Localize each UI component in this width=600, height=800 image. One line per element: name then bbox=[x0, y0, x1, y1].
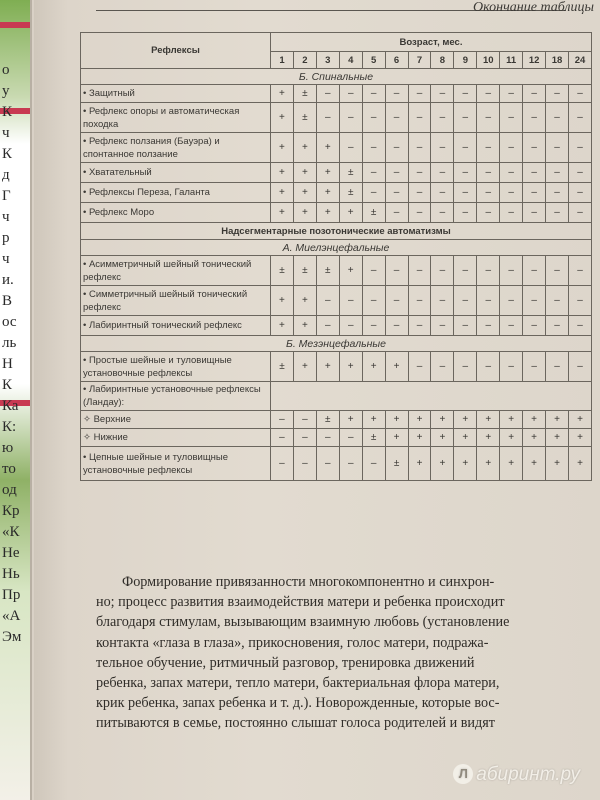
reflex-value: – bbox=[454, 256, 477, 286]
section-title: Б. Мезэнцефальные bbox=[81, 336, 592, 352]
reflex-value: – bbox=[546, 85, 569, 103]
reflex-value: – bbox=[500, 163, 523, 183]
reflex-value: – bbox=[454, 203, 477, 223]
reflex-name: • Рефлекс опоры и автоматическая походка bbox=[81, 103, 271, 133]
reflex-row bbox=[81, 203, 592, 223]
empty-values bbox=[271, 382, 592, 411]
reflex-value: – bbox=[339, 133, 362, 163]
reflex-value: – bbox=[454, 286, 477, 316]
reflex-value: – bbox=[271, 411, 294, 429]
spine-letter: од bbox=[2, 482, 17, 498]
reflex-value: + bbox=[568, 429, 591, 447]
reflex-value: – bbox=[477, 286, 500, 316]
reflex-value: – bbox=[568, 133, 591, 163]
reflex-value: – bbox=[408, 103, 431, 133]
spine-letter: Пр bbox=[2, 587, 21, 603]
reflex-value: – bbox=[546, 183, 569, 203]
section-title: Б. Спинальные bbox=[81, 69, 592, 85]
paragraph-line: ребенка, запах матери, тепло матери, бактериальная флора матери, bbox=[96, 675, 500, 692]
reflex-value: – bbox=[500, 133, 523, 163]
reflex-value: – bbox=[500, 103, 523, 133]
reflex-value: + bbox=[271, 203, 294, 223]
reflex-value: ± bbox=[339, 183, 362, 203]
reflex-value: – bbox=[546, 352, 569, 382]
spine-letter: К bbox=[2, 146, 13, 162]
reflex-name: • Лабиринтные установочные рефлексы (Ландау): bbox=[81, 382, 271, 411]
paragraph-line: Формирование привязанности многокомпонентно и синхрон- bbox=[122, 574, 495, 590]
spine-letter: Эм bbox=[2, 629, 22, 645]
reflex-value: ± bbox=[271, 352, 294, 382]
reflex-value: + bbox=[385, 411, 408, 429]
reflex-value: – bbox=[477, 163, 500, 183]
watermark bbox=[453, 764, 580, 786]
reflex-value: – bbox=[362, 316, 385, 336]
reflex-value: + bbox=[385, 429, 408, 447]
reflex-value: + bbox=[362, 352, 385, 382]
reflex-value: ± bbox=[316, 256, 339, 286]
spine-letter: Г bbox=[2, 188, 11, 204]
age-header-cell: 5 bbox=[362, 52, 385, 69]
reflex-value: – bbox=[431, 352, 454, 382]
spine-letter: ль bbox=[2, 335, 17, 351]
reflex-value: – bbox=[500, 203, 523, 223]
reflex-value: + bbox=[431, 429, 454, 447]
reflex-value: – bbox=[385, 316, 408, 336]
reflex-value: – bbox=[523, 163, 546, 183]
reflex-name: • Цепные шейные и туловищные установочные рефлексы bbox=[81, 447, 271, 481]
col-header-age: Возраст, мес. bbox=[271, 33, 592, 52]
spine-letter: д bbox=[2, 167, 10, 183]
reflex-value: + bbox=[523, 429, 546, 447]
reflex-value: – bbox=[546, 203, 569, 223]
spine-letter: Ка bbox=[2, 398, 19, 414]
reflex-value: + bbox=[316, 203, 339, 223]
reflex-value: – bbox=[568, 352, 591, 382]
spine-stripe bbox=[0, 22, 30, 28]
reflex-value: – bbox=[431, 286, 454, 316]
reflex-value: – bbox=[500, 352, 523, 382]
reflex-value: – bbox=[362, 256, 385, 286]
section-title: А. Миелэнцефальные bbox=[81, 240, 592, 256]
reflex-name: ✧ Верхние bbox=[81, 411, 271, 429]
reflex-value: – bbox=[385, 286, 408, 316]
reflex-value: + bbox=[339, 352, 362, 382]
reflex-value: + bbox=[339, 256, 362, 286]
reflex-value: – bbox=[454, 133, 477, 163]
reflex-value: – bbox=[477, 103, 500, 133]
reflex-row bbox=[81, 429, 592, 447]
reflex-value: + bbox=[271, 103, 294, 133]
reflex-name: • Симметричный шейный тонический рефлекс bbox=[81, 286, 271, 316]
reflex-row bbox=[81, 382, 592, 411]
reflex-value: – bbox=[477, 316, 500, 336]
reflex-value: – bbox=[293, 429, 316, 447]
reflex-value: – bbox=[523, 316, 546, 336]
reflex-value: + bbox=[500, 447, 523, 481]
reflex-row bbox=[81, 103, 592, 133]
reflex-value: – bbox=[362, 163, 385, 183]
reflex-table bbox=[80, 32, 592, 481]
reflex-value: – bbox=[500, 316, 523, 336]
reflex-row bbox=[81, 183, 592, 203]
reflex-value: – bbox=[316, 429, 339, 447]
reflex-value: + bbox=[477, 429, 500, 447]
reflex-value: – bbox=[362, 447, 385, 481]
reflex-value: + bbox=[568, 447, 591, 481]
reflex-value: ± bbox=[271, 256, 294, 286]
reflex-value: – bbox=[568, 316, 591, 336]
reflex-value: ± bbox=[293, 256, 316, 286]
reflex-value: – bbox=[500, 286, 523, 316]
reflex-value: – bbox=[431, 133, 454, 163]
spine-letter: «К bbox=[2, 524, 20, 540]
paragraph-line: но; процесс развития взаимодействия матери и ребенка происходит bbox=[96, 594, 505, 611]
reflex-value: – bbox=[385, 183, 408, 203]
spine-letter: ч bbox=[2, 125, 10, 141]
reflex-value: – bbox=[339, 286, 362, 316]
reflex-value: + bbox=[523, 411, 546, 429]
reflex-name: • Хватательный bbox=[81, 163, 271, 183]
spine-letter: Кр bbox=[2, 503, 20, 519]
body-paragraph bbox=[96, 572, 574, 734]
reflex-value: – bbox=[568, 286, 591, 316]
reflex-value: – bbox=[362, 85, 385, 103]
reflex-value: – bbox=[385, 256, 408, 286]
reflex-value: – bbox=[568, 183, 591, 203]
reflex-value: + bbox=[339, 411, 362, 429]
reflex-value: – bbox=[546, 316, 569, 336]
reflex-value: ± bbox=[362, 203, 385, 223]
reflex-value: – bbox=[431, 203, 454, 223]
reflex-value: + bbox=[293, 183, 316, 203]
reflex-value: + bbox=[293, 352, 316, 382]
reflex-name: • Простые шейные и туловищные установочные рефлексы bbox=[81, 352, 271, 382]
reflex-value: – bbox=[362, 103, 385, 133]
reflex-value: + bbox=[293, 163, 316, 183]
reflex-value: + bbox=[271, 316, 294, 336]
reflex-value: + bbox=[454, 411, 477, 429]
reflex-value: – bbox=[316, 85, 339, 103]
reflex-value: – bbox=[477, 352, 500, 382]
reflex-value: + bbox=[293, 286, 316, 316]
reflex-value: – bbox=[293, 411, 316, 429]
reflex-value: + bbox=[408, 429, 431, 447]
reflex-name: • Лабиринтный тонический рефлекс bbox=[81, 316, 271, 336]
reflex-value: + bbox=[316, 352, 339, 382]
reflex-value: – bbox=[408, 85, 431, 103]
paragraph-line: питываются в семье, постоянно слышат голоса родителей и видят bbox=[96, 715, 495, 732]
reflex-value: – bbox=[523, 352, 546, 382]
reflex-value: + bbox=[339, 203, 362, 223]
reflex-value: – bbox=[431, 183, 454, 203]
reflex-value: – bbox=[316, 286, 339, 316]
reflex-value: + bbox=[385, 352, 408, 382]
reflex-row bbox=[81, 256, 592, 286]
spine-letter: ю bbox=[2, 440, 14, 456]
reflex-value: – bbox=[362, 133, 385, 163]
reflex-value: + bbox=[523, 447, 546, 481]
spine-letter: ос bbox=[2, 314, 17, 330]
age-header-cell: 1 bbox=[271, 52, 294, 69]
reflex-value: – bbox=[523, 286, 546, 316]
reflex-value: – bbox=[523, 183, 546, 203]
reflex-value: – bbox=[339, 103, 362, 133]
reflex-value: + bbox=[546, 411, 569, 429]
reflex-value: – bbox=[454, 85, 477, 103]
reflex-value: + bbox=[408, 411, 431, 429]
age-header-cell: 4 bbox=[339, 52, 362, 69]
spine-letter: Не bbox=[2, 545, 20, 561]
reflex-row bbox=[81, 411, 592, 429]
age-header-cell: 2 bbox=[293, 52, 316, 69]
reflex-value: + bbox=[454, 429, 477, 447]
reflex-value: – bbox=[523, 203, 546, 223]
running-head: Окончание таблицы bbox=[473, 0, 594, 15]
reflex-value: – bbox=[385, 203, 408, 223]
reflex-row bbox=[81, 352, 592, 382]
reflex-value: + bbox=[546, 447, 569, 481]
spine-letter: «А bbox=[2, 608, 21, 624]
spine-letter: то bbox=[2, 461, 16, 477]
age-header-cell: 9 bbox=[454, 52, 477, 69]
reflex-value: – bbox=[362, 183, 385, 203]
spine-letter: К bbox=[2, 377, 13, 393]
book-spine bbox=[0, 0, 32, 800]
age-header-cell: 7 bbox=[408, 52, 431, 69]
reflex-value: – bbox=[568, 256, 591, 286]
reflex-value: – bbox=[271, 429, 294, 447]
reflex-name: ✧ Нижние bbox=[81, 429, 271, 447]
reflex-value: – bbox=[339, 316, 362, 336]
reflex-value: – bbox=[271, 447, 294, 481]
reflex-value: – bbox=[523, 103, 546, 133]
spine-letter: Нь bbox=[2, 566, 20, 582]
reflex-value: + bbox=[477, 411, 500, 429]
reflex-value: – bbox=[523, 85, 546, 103]
paragraph-line: крик ребенка, запах ребенка и т. д.). Новорожденные, которые вос- bbox=[96, 695, 500, 712]
spine-letter: у bbox=[2, 83, 10, 99]
reflex-value: + bbox=[362, 411, 385, 429]
reflex-value: + bbox=[271, 133, 294, 163]
reflex-value: + bbox=[500, 429, 523, 447]
reflex-row bbox=[81, 133, 592, 163]
age-header-cell: 11 bbox=[500, 52, 523, 69]
reflex-value: ± bbox=[339, 163, 362, 183]
reflex-value: – bbox=[477, 85, 500, 103]
reflex-value: + bbox=[271, 286, 294, 316]
reflex-value: – bbox=[431, 103, 454, 133]
reflex-value: – bbox=[477, 183, 500, 203]
reflex-value: + bbox=[431, 411, 454, 429]
reflex-value: + bbox=[568, 411, 591, 429]
spine-text bbox=[2, 60, 26, 680]
reflex-value: – bbox=[568, 203, 591, 223]
reflex-value: – bbox=[546, 256, 569, 286]
reflex-value: – bbox=[408, 183, 431, 203]
reflex-name: • Рефлекс ползания (Бауэра) и спонтанное ползание bbox=[81, 133, 271, 163]
age-header-cell: 24 bbox=[568, 52, 591, 69]
age-header-cell: 12 bbox=[523, 52, 546, 69]
reflex-value: + bbox=[500, 411, 523, 429]
spine-letter: ч bbox=[2, 209, 10, 225]
spine-letter: Н bbox=[2, 356, 13, 372]
reflex-row bbox=[81, 316, 592, 336]
reflex-value: – bbox=[385, 103, 408, 133]
reflex-value: – bbox=[500, 256, 523, 286]
spine-letter: ч bbox=[2, 251, 10, 267]
reflex-value: + bbox=[271, 183, 294, 203]
age-header-cell: 3 bbox=[316, 52, 339, 69]
reflex-name: • Защитный bbox=[81, 85, 271, 103]
spine-letter: В bbox=[2, 293, 13, 309]
reflex-value: – bbox=[316, 103, 339, 133]
reflex-value: ± bbox=[362, 429, 385, 447]
reflex-value: – bbox=[568, 163, 591, 183]
reflex-value: – bbox=[408, 133, 431, 163]
spine-letter: р bbox=[2, 230, 10, 246]
reflex-value: – bbox=[316, 447, 339, 481]
reflex-row bbox=[81, 85, 592, 103]
reflex-value: + bbox=[316, 163, 339, 183]
paragraph-line: благодаря стимулам, вызывающим взаимную любовь (установление bbox=[96, 614, 510, 631]
reflex-value: + bbox=[271, 163, 294, 183]
reflex-value: – bbox=[546, 286, 569, 316]
reflex-value: – bbox=[568, 85, 591, 103]
reflex-value: – bbox=[546, 163, 569, 183]
paragraph-line: контакта «глаза в глаза», прикосновения, голос матери, подража- bbox=[96, 634, 489, 651]
reflex-value: – bbox=[477, 133, 500, 163]
reflex-value: + bbox=[477, 447, 500, 481]
reflex-value: + bbox=[431, 447, 454, 481]
reflex-value: – bbox=[385, 133, 408, 163]
reflex-value: – bbox=[339, 85, 362, 103]
reflex-value: + bbox=[271, 85, 294, 103]
reflex-name: • Рефлексы Переза, Галанта bbox=[81, 183, 271, 203]
paragraph-line: тельное обучение, ритмичный разговор, тренировка движений bbox=[96, 654, 475, 671]
reflex-value: – bbox=[500, 85, 523, 103]
reflex-name: • Рефлекс Моро bbox=[81, 203, 271, 223]
watermark-logo: Л bbox=[453, 764, 473, 784]
reflex-value: – bbox=[477, 256, 500, 286]
spine-letter: К: bbox=[2, 419, 17, 435]
reflex-value: – bbox=[431, 316, 454, 336]
section-supertitle: Надсегментарные позотонические автоматизмы bbox=[81, 223, 592, 240]
reflex-value: – bbox=[293, 447, 316, 481]
reflex-value: – bbox=[454, 103, 477, 133]
reflex-value: + bbox=[408, 447, 431, 481]
reflex-value: + bbox=[316, 183, 339, 203]
reflex-value: – bbox=[385, 163, 408, 183]
reflex-value: – bbox=[454, 183, 477, 203]
reflex-value: – bbox=[431, 85, 454, 103]
reflex-row bbox=[81, 286, 592, 316]
reflex-value: + bbox=[293, 203, 316, 223]
reflex-value: ± bbox=[385, 447, 408, 481]
reflex-value: – bbox=[431, 256, 454, 286]
reflex-value: – bbox=[454, 163, 477, 183]
reflex-value: – bbox=[454, 316, 477, 336]
reflex-value: – bbox=[568, 103, 591, 133]
reflex-value: – bbox=[316, 316, 339, 336]
reflex-value: – bbox=[339, 429, 362, 447]
reflex-value: – bbox=[385, 85, 408, 103]
reflex-row bbox=[81, 447, 592, 481]
age-header-cell: 18 bbox=[546, 52, 569, 69]
reflex-value: – bbox=[546, 133, 569, 163]
reflex-value: – bbox=[454, 352, 477, 382]
reflex-value: – bbox=[523, 133, 546, 163]
spine-letter: и. bbox=[2, 272, 14, 288]
age-header-cell: 6 bbox=[385, 52, 408, 69]
reflex-value: – bbox=[408, 286, 431, 316]
reflex-value: + bbox=[546, 429, 569, 447]
reflex-value: + bbox=[293, 316, 316, 336]
reflex-value: – bbox=[431, 163, 454, 183]
spine-letter: К bbox=[2, 104, 13, 120]
reflex-value: – bbox=[500, 183, 523, 203]
watermark-text: абиринт.ру bbox=[476, 764, 580, 785]
reflex-value: – bbox=[408, 163, 431, 183]
reflex-value: – bbox=[408, 316, 431, 336]
reflex-value: – bbox=[523, 256, 546, 286]
reflex-value: – bbox=[477, 203, 500, 223]
reflex-value: – bbox=[362, 286, 385, 316]
reflex-name: • Асимметричный шейный тонический рефлекс bbox=[81, 256, 271, 286]
reflex-row bbox=[81, 163, 592, 183]
reflex-value: – bbox=[546, 103, 569, 133]
reflex-value: + bbox=[293, 133, 316, 163]
reflex-value: – bbox=[408, 256, 431, 286]
reflex-value: – bbox=[408, 352, 431, 382]
reflex-value: – bbox=[408, 203, 431, 223]
age-header-cell: 8 bbox=[431, 52, 454, 69]
reflex-value: + bbox=[454, 447, 477, 481]
reflex-value: + bbox=[316, 133, 339, 163]
reflex-value: – bbox=[339, 447, 362, 481]
col-header-reflexes: Рефлексы bbox=[81, 33, 271, 69]
reflex-value: ± bbox=[316, 411, 339, 429]
reflex-value: ± bbox=[293, 85, 316, 103]
age-header-cell: 10 bbox=[477, 52, 500, 69]
reflex-value: ± bbox=[293, 103, 316, 133]
spine-letter: о bbox=[2, 62, 10, 78]
